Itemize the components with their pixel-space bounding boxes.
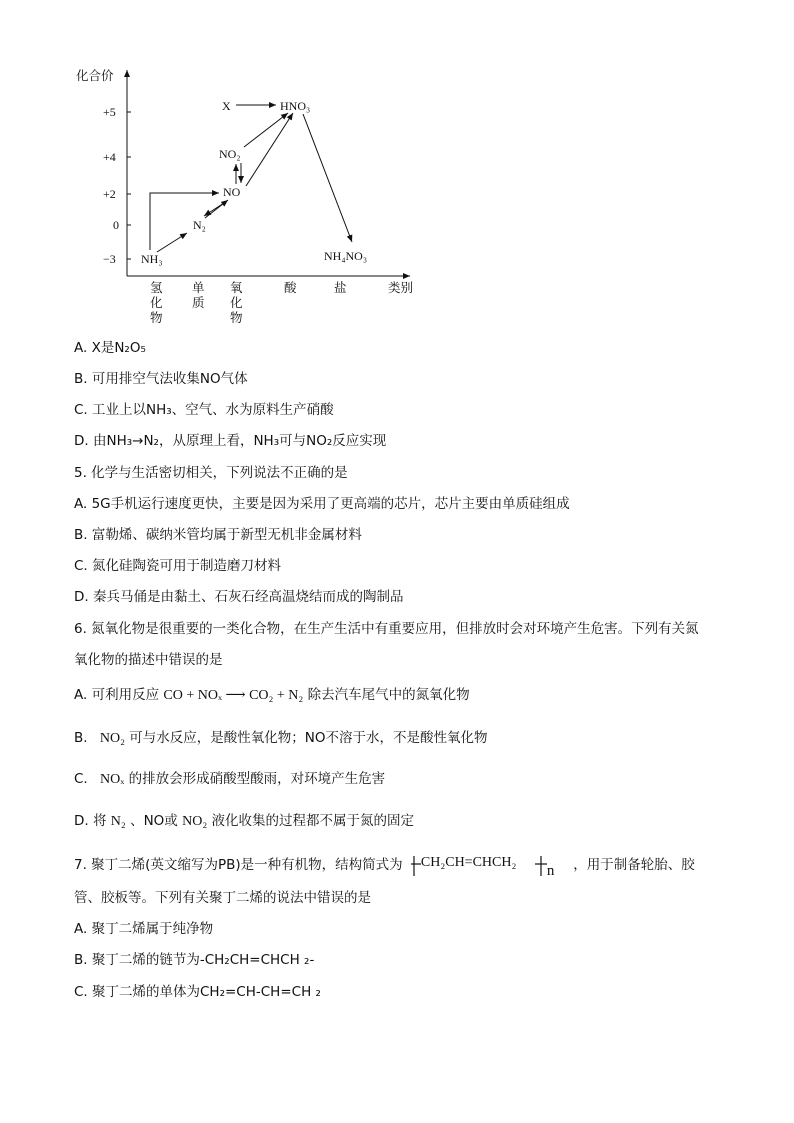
arrow-hno3-nh4no3 [303,114,352,242]
q7-option-b: B. 聚丁二烯的链节为-CH₂CH=CHCH ₂- [74,952,315,968]
node-no: NO [223,185,241,199]
arrow-no-n2 [204,203,224,216]
q6-stem-line1: 6. 氮氧化物是很重要的一类化合物，在生产生活中有重要应用，但排放时会对环境产生危害。下列有关氮 [74,621,699,637]
q6-option-b-prefix: B. [74,730,88,746]
node-x: X [222,99,231,113]
q6-option-c-formula: NOₓ [100,772,125,787]
svg-text:化: 化 [230,295,243,310]
node-nh4no3: NH₄NO₃ [324,249,368,263]
q7-option-c: C. 聚丁二烯的单体为CH₂=CH-CH=CH ₂ [74,984,321,1000]
q4-option-d: D. 由NH₃→N₂，从原理上看，NH₃可与NO₂反应实现 [74,433,387,449]
arrow-nh3-no [150,193,219,250]
q5-option-d: D. 秦兵马俑是由黏土、石灰石经高温烧结而成的陶制品 [74,589,404,605]
node-no2: NO₂ [219,147,241,161]
nitrogen-valence-diagram [0,0,794,340]
node-nh3: NH₃ [141,252,163,266]
q5-option-b: B. 富勒烯、碳纳米管均属于新型无机非金属材料 [74,527,362,543]
svg-text:质: 质 [192,295,205,310]
q4-option-c: C. 工业上以NH₃、空气、水为原料生产硝酸 [74,402,334,418]
q6-option-d-prefix: D. 将 [74,813,107,829]
q7-option-a: A. 聚丁二烯属于纯净物 [74,921,214,937]
y-axis-label: 化合价 [76,68,114,83]
x-category-element [192,280,205,310]
svg-text:单: 单 [192,280,205,295]
svg-text:物: 物 [230,310,243,325]
arrow-no-hno3 [246,113,293,186]
arrow-nh3-n2 [157,233,187,252]
q6-option-c-prefix: C. [74,771,88,787]
node-hno3: HNO₃ [280,99,311,113]
y-tick: +5 [103,105,116,119]
q7-stem-prefix: 7. 聚丁二烯(英文缩写为PB)是一种有机物，结构简式为 [74,857,403,873]
q7-stem-line2: 管、胶板等。下列有关聚丁二烯的说法中错误的是 [74,890,371,906]
q4-option-b: B. 可用排空气法收集NO气体 [74,371,248,387]
q6-option-d-mid: 、NO或 [130,813,178,829]
polybutadiene-structure [411,852,561,878]
q6-option-d-formula-2: NO₂ [182,814,208,829]
svg-text:氢: 氢 [150,280,163,295]
q5-stem: 5. 化学与生活密切相关，下列说法不正确的是 [74,465,348,481]
q6-option-a [74,686,470,705]
x-category-oxide [230,280,243,325]
svg-text:物: 物 [150,310,163,325]
arrow-n2-no [205,200,228,218]
q6-option-d [74,812,414,831]
q6-option-a-suffix: 除去汽车尾气中的氮氧化物 [307,687,470,703]
q5-option-a: A. 5G手机运行速度更快，主要是因为采用了更高端的芯片，芯片主要由单质硅组成 [74,496,570,512]
y-tick: +2 [103,187,116,201]
x-category-hydride [150,280,163,325]
polymer-repeat-unit: CH₂CH=CHCH₂ [420,855,517,870]
q6-option-d-formula-1: N₂ [110,814,126,829]
svg-text:氧: 氧 [230,280,243,295]
q4-option-a: A. X是N₂O₅ [74,340,146,356]
q7-stem-line1 [74,852,695,878]
x-category-salt: 盐 [334,280,347,295]
arrow-no2-hno3 [244,113,288,147]
q6-option-b [74,729,488,748]
q6-option-a-prefix: A. 可利用反应 [74,687,160,703]
y-tick: −3 [103,252,116,266]
q6-option-a-equation: CO + NOₓ ⟶ CO₂ + N₂ [163,688,304,703]
q7-stem-suffix: ，用于制备轮胎、胶 [573,857,695,873]
y-tick: 0 [113,218,119,232]
q6-option-c-suffix: 的排放会形成硝酸型酸雨，对环境产生危害 [128,771,386,787]
x-category-acid: 酸 [284,280,297,295]
q6-option-b-suffix: 可与水反应，是酸性氧化物；NO不溶于水，不是酸性氧化物 [129,730,488,746]
polymer-degree-n: n [546,863,555,879]
y-tick: +4 [103,150,116,164]
svg-text:化: 化 [150,295,163,310]
x-axis-label: 类别 [388,280,414,295]
node-n2: N₂ [193,218,206,232]
q6-option-b-formula: NO₂ [99,731,125,746]
q6-option-c [74,770,385,789]
q6-stem-line2: 氧化物的描述中错误的是 [74,652,223,668]
q5-option-c: C. 氮化硅陶瓷可用于制造磨刀材料 [74,558,282,574]
q6-option-d-suffix: 液化收集的过程都不属于氮的固定 [211,813,415,829]
